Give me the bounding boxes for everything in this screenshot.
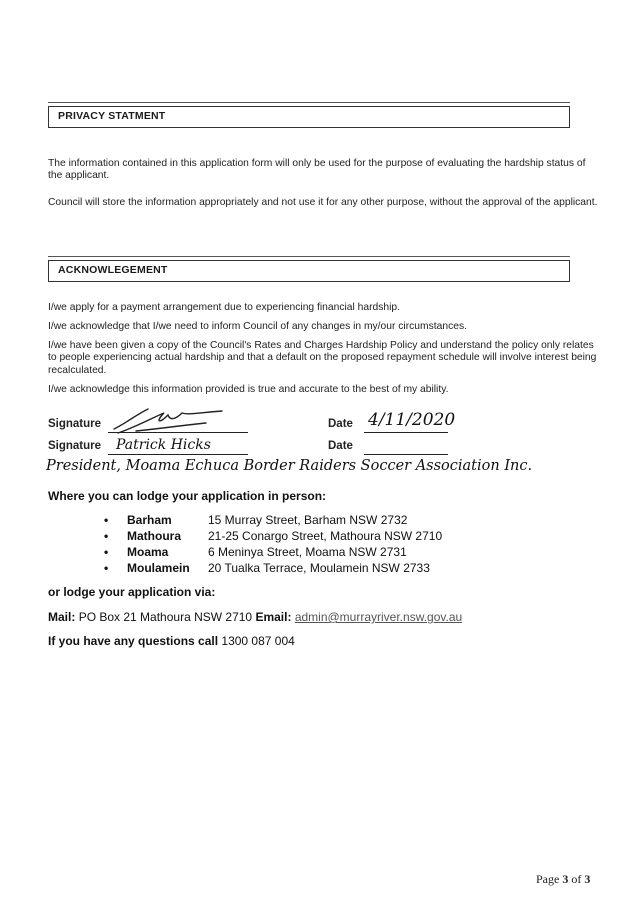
acknowledgement-paragraph-3: I/we have been given a copy of the Council's Rates and Charges Hardship Policy and understand the policy only relates to people experiencing actual hardship and that a default on the proposed repayment schedule will involve interest being recalculated.: [48, 340, 597, 376]
acknowledgement-paragraph-2: I/we acknowledge that I/we need to inform Council of any changes in my/our circumstances.: [48, 321, 467, 332]
acknowledgement-section-box: [48, 260, 570, 282]
bullet-icon: •: [104, 529, 109, 543]
bullet-icon: •: [104, 545, 109, 559]
questions-label: If you have any questions call: [48, 634, 219, 648]
acknowledgement-paragraph-4: I/we acknowledge this information provided is true and accurate to the best of my ability.: [48, 384, 449, 395]
page-number: [536, 872, 590, 887]
location-town: Moama: [127, 545, 169, 559]
location-address: 6 Meninya Street, Moama NSW 2731: [208, 545, 407, 559]
date-label-1: Date: [328, 418, 353, 430]
location-address: 15 Murray Street, Barham NSW 2732: [208, 513, 408, 527]
date-line-2: [364, 454, 448, 455]
signature-label-2: Signature: [48, 440, 102, 452]
signature-line-2: [108, 454, 248, 455]
questions-line: [48, 634, 295, 648]
date-line-1: [364, 432, 448, 433]
handwritten-name: Patrick Hicks: [116, 437, 211, 453]
date-value-1: 4/11/2020: [368, 410, 456, 430]
privacy-paragraph-2: Council will store the information appropriately and not use it for any other purpose, without the approval of the applicant.: [48, 197, 598, 208]
handwritten-signature-scribble: [96, 403, 236, 437]
bullet-icon: •: [104, 561, 109, 575]
privacy-section-title: PRIVACY STATMENT: [58, 110, 166, 122]
location-town: Moulamein: [127, 561, 190, 575]
page-total: 3: [584, 872, 591, 886]
page-prefix: Page: [536, 872, 560, 886]
lodge-in-person-heading: Where you can lodge your application in person:: [48, 489, 327, 503]
lodge-via-heading: or lodge your application via:: [48, 585, 216, 599]
mail-label: Mail:: [48, 610, 76, 624]
location-town: Barham: [127, 513, 172, 527]
privacy-section-box: [48, 106, 570, 128]
email-link[interactable]: admin@murrayriver.nsw.gov.au: [294, 610, 463, 624]
location-address: 21-25 Conargo Street, Mathoura NSW 2710: [208, 529, 443, 543]
acknowledgement-paragraph-1: I/we apply for a payment arrangement due to experiencing financial hardship.: [48, 302, 401, 313]
mail-email-line: [48, 610, 462, 624]
mail-address: PO Box 21 Mathoura NSW 2710: [78, 610, 253, 624]
acknowledgement-section-title: ACKNOWLEGEMENT: [58, 264, 168, 276]
handwritten-position-line: President, Moama Echuca Border Raiders Soccer Association Inc.: [46, 458, 533, 474]
email-label: Email:: [255, 610, 292, 624]
page-current: 3: [562, 872, 569, 886]
page-of: of: [571, 872, 582, 886]
date-label-2: Date: [328, 440, 353, 452]
bullet-icon: •: [104, 513, 109, 527]
signature-label-1: Signature: [48, 418, 102, 430]
location-address: 20 Tualka Terrace, Moulamein NSW 2733: [208, 561, 430, 575]
location-town: Mathoura: [127, 529, 181, 543]
phone-number: 1300 087 004: [221, 634, 295, 648]
privacy-paragraph-1: The information contained in this application form will only be used for the purpose of evaluating the hardship status of the applicant.: [48, 158, 586, 182]
